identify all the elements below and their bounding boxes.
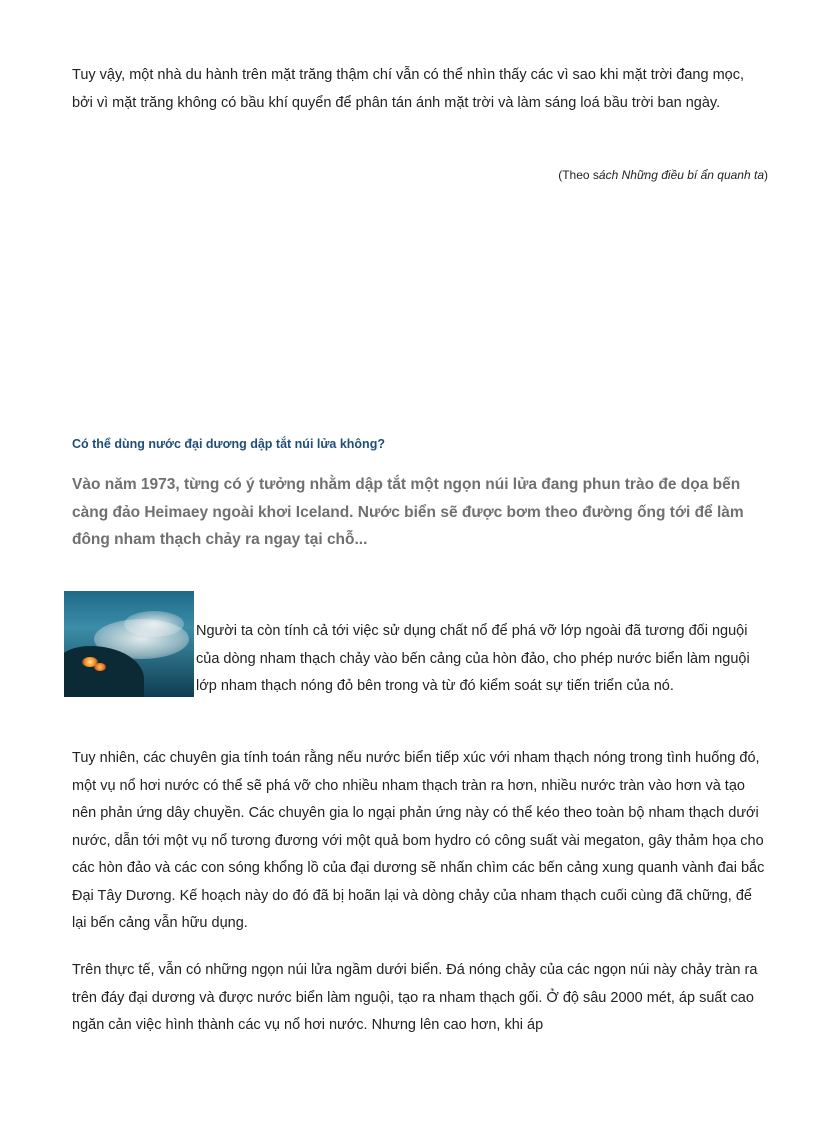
article-paragraph-with-image [72,591,768,701]
article-paragraph-2: Tuy nhiên, các chuyên gia tính toán rằng nếu nước biển tiếp xúc với nham thạch nóng trong tình huống đó, một vụ nổ hơi nước có thể sẽ phá vỡ cho nhiều nham thạch tràn ra hơn, nhiều nước tràn vào hơn và tạo nên phản ứng dây chuyền. Các chuyên gia lo ngại phản ứng này có thể kéo theo toàn bộ nham thạch dưới nước, dẫn tới một vụ nổ tương đương với một quả bom hydro có công suất vài megaton, gây thảm họa cho các hòn đảo và các con sóng khổng lồ của đại dương sẽ nhấn chìm các bến cảng xung quanh vành đai bắc Đại Tây Dương. Kế hoạch này do đó đã bị hoãn lại và dòng chảy của nham thạch cuối cùng đã chững, để lại bến cảng vẫn hữu dụng. [72,750,765,931]
article-heading: Có thể dùng nước đại dương dập tắt núi lửa không? [72,437,385,451]
article-paragraph-3: Trên thực tế, vẫn có những ngọn núi lửa ngầm dưới biển. Đá nóng chảy của các ngọn núi này chảy tràn ra trên đáy đại dương và được nước biển làm nguội, tạo ra nham thạch gối. Ở độ sâu 2000 mét, áp suất cao ngăn cản việc hình thành các vụ nổ hơi nước. Nhưng lên cao hơn, khi áp [72,962,758,1033]
source-citation [558,166,768,184]
source-suffix: ) [764,168,768,182]
source-prefix: (Theo s [558,168,599,182]
source-title: ách Những điều bí ẩn quanh ta [598,168,764,182]
article-paragraph-1: Người ta còn tính cả tới việc sử dụng chất nổ để phá vỡ lớp ngoài đã tương đối nguội của dòng nham thạch chảy vào bến cảng của hòn đảo, cho phép nước biển làm nguội lớp nham thạch nóng đỏ bên trong và từ đó kiểm soát sự tiến triển của nó. [196,623,750,694]
volcano-lava-photo-icon [64,591,194,697]
intro-paragraph: Tuy vậy, một nhà du hành trên mặt trăng thậm chí vẫn có thể nhìn thấy các vì sao khi mặt trời đang mọc, bởi vì mặt trăng không có bầu khí quyển để phân tán ánh mặt trời và làm sáng loá bầu trời ban ngày. [72,67,745,111]
article-lead: Vào năm 1973, từng có ý tưởng nhằm dập tắt một ngọn núi lửa đang phun trào đe dọa bến càng đảo Heimaey ngoài khơi Iceland. Nước biển sẽ được bơm theo đường ống tới để làm đông nham thạch chảy ra ngay tại chỗ... [72,476,744,548]
